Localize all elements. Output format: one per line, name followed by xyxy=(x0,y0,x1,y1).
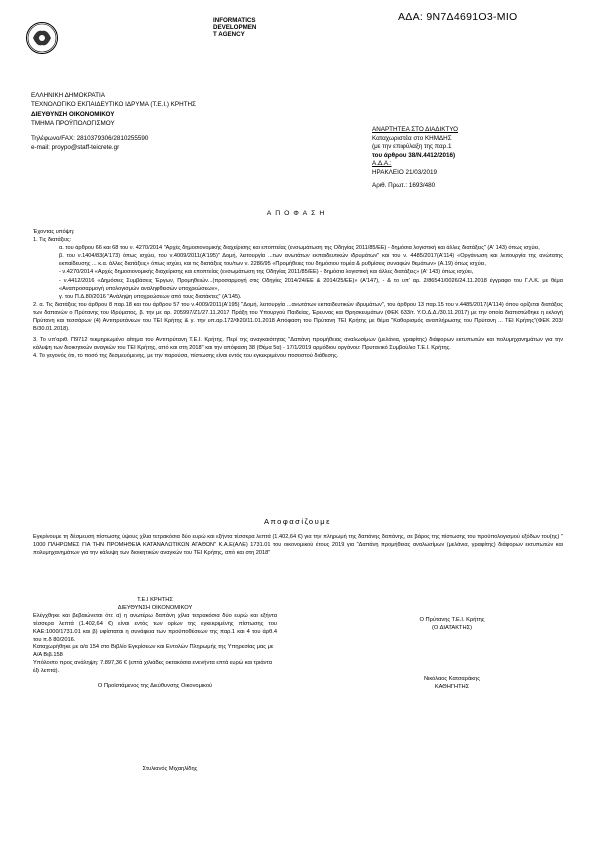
diavgeia-seal xyxy=(213,18,256,38)
document-title: ΑΠΟΦΑΣΗ xyxy=(266,210,329,217)
meta-post: ΑΝΑΡΤΗΤΕΑ ΣΤΟ ΔΙΑΔΙΚΤΥΟ xyxy=(372,126,459,133)
para-1: 1. Τις διατάξεις: xyxy=(33,237,72,244)
seal-line: T AGENCY xyxy=(213,30,245,38)
para-2: 2. α. Τις διατάξεις του άρθρου 8 παρ.18 και του άρθρου 57 του ν.4009/2011(Α'195) "Δομή, λειτουργία ...ανωτάτων εκπαιδευτικών ιδρυμάτων", του άρθρου 13 παρ.15 του ν.4485/2017(Α'114) όπου ορίζεται διατάξεις των δαπανών ο Πρύτανης του Ιδρύματος, β. την με αρ. 205997/Ζ1/27.11.2017 Πράξη του Υπουργού Παιδείας, Έρευνας και Θρησκευμάτων (ΦΕΚ 633/τ. Υ.Ο.Δ.Δ./30.11.2017) με την οποία διαπιστώθηκε η εκλογή Πρύτανη και τεσσάρων (4) Αντιπρυτάνεων του ΤΕΙ Κρήτης & γ. την υπ.αρ.172/Φ20/11.01.2018 Απόφαση του Πρύτανη ΤΕΙ Κρήτης με θέμα "Καθορισμός αναπλήρωσης του Πρύτανη ... ΤΕΙ Κρήτης"(ΦΕΚ 203/Β/30.01.2018). xyxy=(33,301,563,333)
ada-code: ΑΔΑ: 9Ν7Δ4691Ο3-ΜΙΟ xyxy=(398,11,518,23)
document-meta xyxy=(372,126,458,190)
rector-rank: ΚΑΘΗΓΗΤΗΣ xyxy=(434,683,470,690)
decision-title: Αποφασίζουμε xyxy=(263,517,332,526)
meta-ada-label: Α.Δ.Α.: xyxy=(372,160,392,168)
considerations xyxy=(33,228,563,361)
meta-date: ΗΡΑΚΛΕΙΟ 21/03/2019 xyxy=(372,168,437,176)
seal-line: DEVELOPMEN xyxy=(213,23,257,31)
finance-check-text: Ελέγχθηκε και βεβαιώνεται ότι: α) η ανωτέρω δαπάνη χίλια τετρακόσια δύο ευρώ και εξήντα τέσσερα λεπτά (1.402,64 €) είναι εντός των ορίων της εγκεκριμένης πίστωσης του ΚΑΕ:1000/1731.01 και β) υφίσταται η συνάφεια των προϋποθέσεων της παρ.1 και 4 του άρθ.4 του π.δ 80/2016. xyxy=(33,612,277,643)
sender-line: ΔΙΕΥΘΥΝΣΗ ΟΙΚΟΝΟΜΙΚΟΥ xyxy=(31,110,115,118)
sender-email: e-mail: proypo@staff-teicrete.gr xyxy=(31,144,120,152)
para-1c: - ν.4270/2014 «Αρχές δημοσιονομικής διαχείρισης και εποπτείας (ενσωμάτωση της Οδηγίας 2011/85/ΕΕ) - δημόσια λογιστική και άλλες διατάξεις» (Α' 143) όπως ισχύει, xyxy=(59,269,474,276)
institution-logo xyxy=(26,22,58,54)
para-1e: γ. του Π.Δ.80/2016 "Ανάληψη υποχρεώσεων από τους διατάκτες" (Α'145). xyxy=(59,293,242,300)
rector-role: (Ο ΔΙΑΤΑΚΤΗΣ) xyxy=(432,624,472,631)
finance-head-name: Στυλιανός Μιχαηλίδης xyxy=(142,766,198,772)
decision-text: Εγκρίνουμε τη δέσμευση πίστωσης ύψους χίλια τετρακόσια δύο ευρώ και εξήντα τέσσερα λεπτά (1.402,64 €) για την πληρωμή της δαπάνης δαπάνης, σε βάρος της πίστωσης του προϋπολογισμού εξόδων του(ης) " 1000 ΠΛΗΡΩΜΕΣ ΓΙΑ ΤΗΝ ΠΡΟΜΗΘΕΙΑ ΚΑΤΑΝΑΛΩΤΙΚΩΝ ΑΓΑΘΩΝ" Κ.Α.Ε(ΑΛΕ) 1731.01 του οικονομικού έτους 2019 για "Δαπάνη προμήθειας αναλωσίμων (μελάνια, γραφίτης) διάφορων εκτυπωτών και πολυμηχανημάτων για την κάλυψη των διοικητικών αναγκών του ΤΕΙ Κρήτης, από και στη 2018" xyxy=(33,534,563,557)
sender-phone: Τηλέφωνο/FAX: 2810379306/2810255590 xyxy=(31,135,149,143)
rector-title: Ο Πρύτανης Τ.Ε.Ι. Κρήτης xyxy=(419,617,485,623)
finance-head-title: Ο Προϊστάμενος της Διεύθυνσης Οικονομικού xyxy=(97,683,213,690)
para-3: 3. Το υπ'αριθ. Π9712 τεκμηριωμένο αίτημα του Αντιπρύτανη Τ.Ε.Ι. Κρήτης. Περί της αναγκαιότητας "Δαπάνη προμήθειας αναλωσίμων (μελάνια, γραφίτης) διάφορων εκτυπωτών και πολυμηχανημάτων για την κάλυψη των διοικητικών αναγκών του ΤΕΙ Κρήτης, από και στη 2018" και την απόφαση 38 (Θέμα 5α) - 17/1/2019 αρμόδιου οργάνου: Πρυτανικό Συμβούλιο Τ.Ε.Ι. Κρήτης. xyxy=(33,337,563,352)
sender-line: ΤΕΧΝΟΛΟΓΙΚΟ ΕΚΠΑΙΔΕΥΤΙΚΟ ΙΔΡΥΜΑ (Τ.Ε.Ι.) ΚΡΗΤΗΣ xyxy=(31,101,196,109)
rector-name: Νικόλαος Κατσαράκης xyxy=(424,676,480,682)
seal-line: INFORMATICS xyxy=(213,17,256,24)
para-1d: - ν.4412/2016 «Δημόσιες Συμβάσεις Έργων, Προμηθειών...(προσαρμογή στις Οδηγίες 2014/24/ΕΕ & 2014/25/ΕΕ)» (Α'147), - & το υπ' αρ. 2/86541/0026/24.11.2018 έγγραφο του Γ.Λ.Κ. με θέμα «Αναπροσαρμογή υπολογισμών αναληφθεισών υποχρεώσεων», xyxy=(59,277,563,292)
finance-signoff xyxy=(33,597,277,691)
sender-line: ΤΜΗΜΑ ΠΡΟΫΠΟΛΟΓΙΣΜΟΥ xyxy=(31,119,115,127)
sender-line: ΕΛΛΗΝΙΚΗ ΔΗΜΟΚΡΑΤΙΑ xyxy=(31,92,105,99)
rector-name-block xyxy=(372,676,532,692)
finance-dept-line1: Τ.Ε.Ι ΚΡΗΤΗΣ xyxy=(137,597,173,603)
finance-remaining-text: Υπόλοιπο προς ανάληψη: 7.897,36 € (επτά χιλιάδες οκτακόσια ενενήντα επτά ευρώ και τριάντα έξι λεπτά). xyxy=(33,660,272,675)
meta-cat3: του άρθρου 38/Ν.4412/2016) xyxy=(372,151,456,159)
para-4: 4. Το γεγονός ότι, το ποσό της δεσμευόμενης, με την παρούσα, πίστωσης είναι εντός του εγκεκριμένου ποσοστού διάθεσης. xyxy=(33,353,339,360)
para-1a: α. του άρθρου 66 και 68 του ν. 4270/2014 "Αρχές δημοσιονομικής διαχείρισης και εποπτείας (ενσωμάτωση της Οδηγίας 2011/85/ΕΕ) - δημόσια λογιστική και άλλες διατάξεις" (Α' 143) όπως ισχύει, xyxy=(59,245,540,252)
meta-cat: Καταχωριστέα στο ΚΗΜΔΗΣ xyxy=(372,134,452,142)
sender-block xyxy=(31,91,196,153)
rector-signoff xyxy=(372,617,532,633)
finance-registry-text: Καταχωρήθηκε με α/α 154 στο Βιβλίο Εγκρίσεων και Εντολών Πληρωμής της Υπηρεσίας μας με Α/Α Βιβ.158 xyxy=(33,644,274,659)
having-in-mind: Έχοντας υπόψη: xyxy=(33,229,75,235)
finance-dept-line2: ΔΙΕΥΘΥΝΣΗ ΟΙΚΟΝΟΜΙΚΟΥ xyxy=(117,604,193,611)
para-1b: β. του ν.1404/83(Α'173) όπως ισχύει, του ν.4009/2011(Α'195)" Δομή, λειτουργία ...των ανωτάτων εκπαιδευτικών ιδρυμάτων" και του ν. 4485/2017(Α'114) «Οργάνωση και λειτουργία της ανώτατης εκπαίδευσης ... κ.α. άλλες διατάξεις» όπως ισχύει, και τις διατάξεις του/των ν. 2286/95 «Προμήθειες του δημόσιου τομέα & ρυθμίσεις συναφών θεμάτων» (Α.19) όπως ισχύει, xyxy=(59,253,563,268)
meta-protocol: Αριθ. Πρωτ.: 1693/480 xyxy=(372,181,436,189)
meta-cat2: (με την επιφύλαξη της παρ.1 xyxy=(372,143,452,151)
